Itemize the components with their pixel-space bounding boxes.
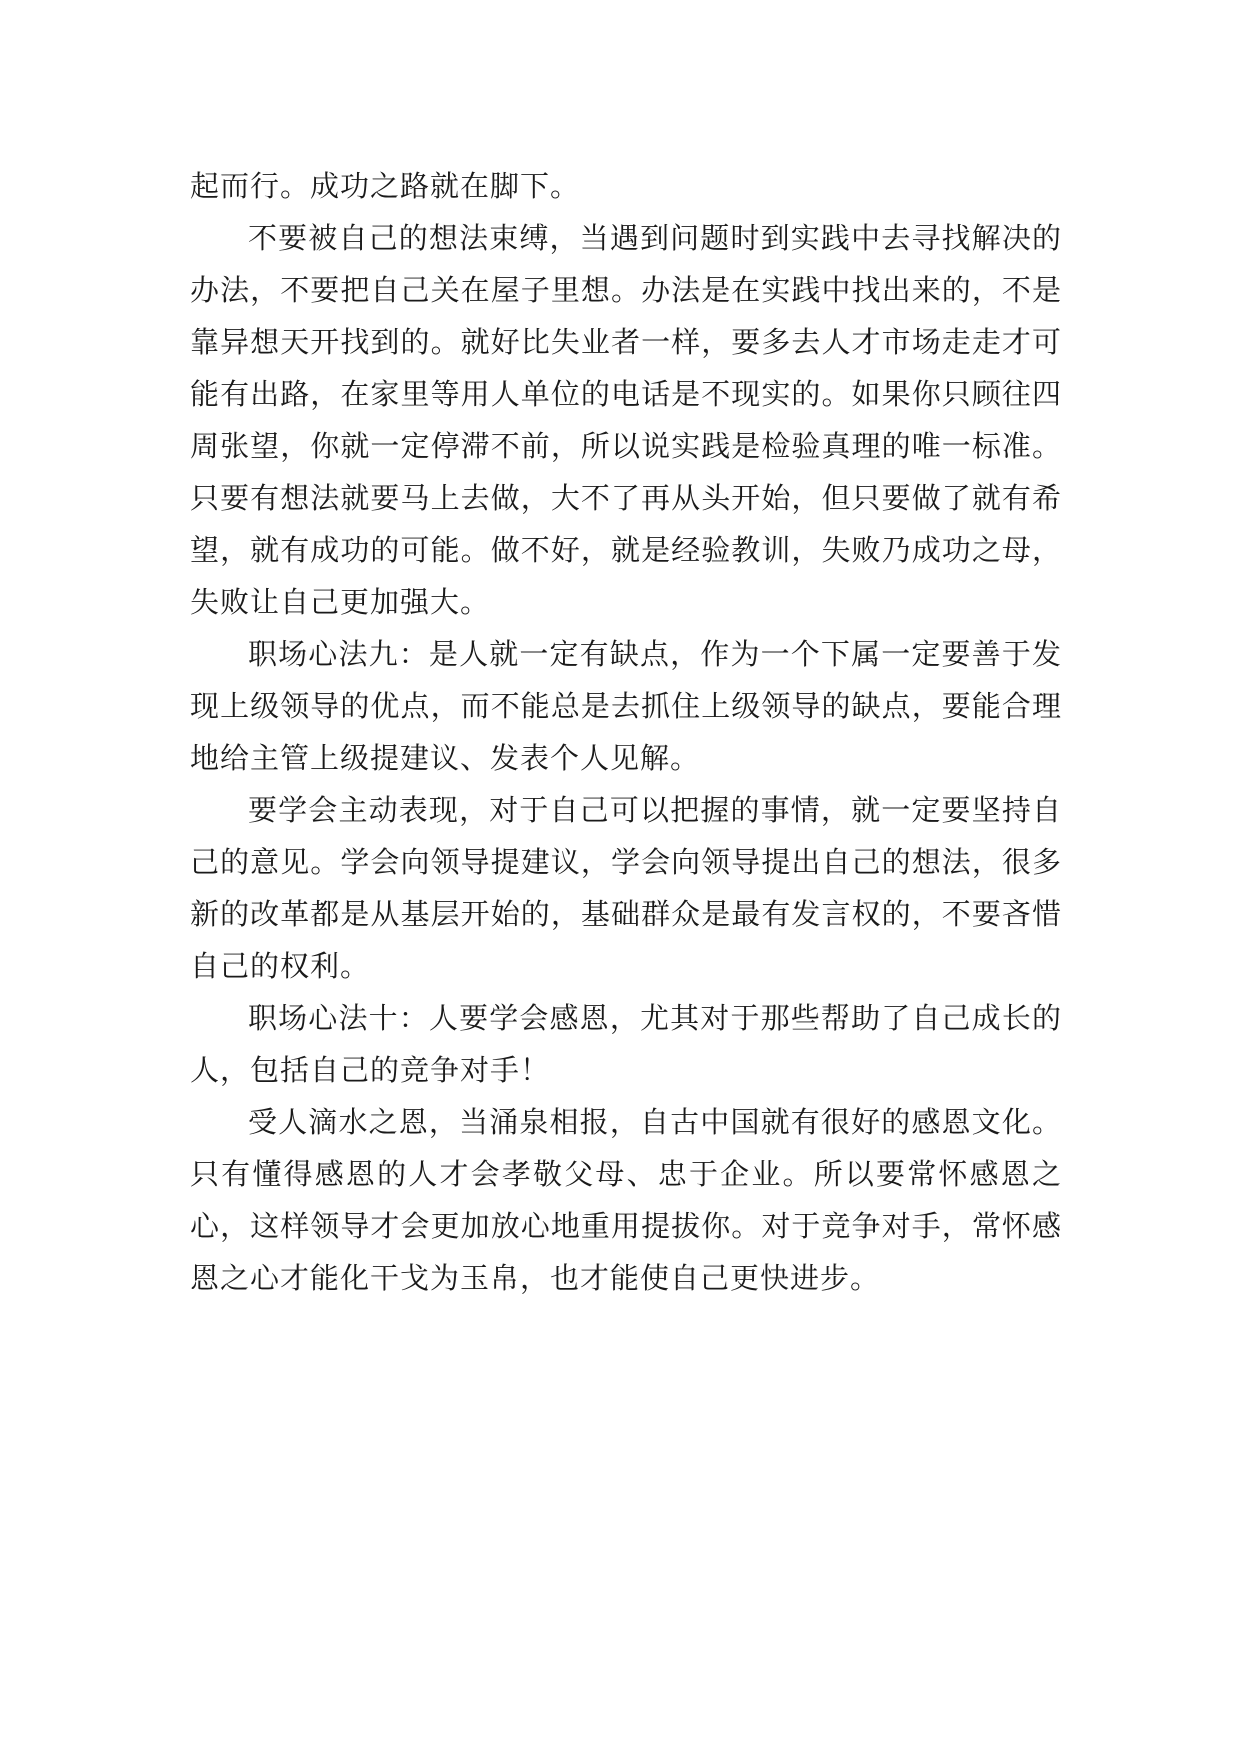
paragraph-principle-nine: 职场心法九：是人就一定有缺点，作为一个下属一定要善于发现上级领导的优点，而不能总是去抓住上级领导的缺点，要能合理地给主管上级提建议、发表个人见解。	[190, 637, 1062, 775]
paragraph-initiative: 要学会主动表现，对于自己可以把握的事情，就一定要坚持自己的意见。学会向领导提建议，学会向领导提出自己的想法，很多新的改革都是从基层开始的，基础群众是最有发言权的，不要吝惜自己的权利。	[190, 793, 1062, 983]
paragraph-gratitude: 受人滴水之恩，当涌泉相报，自古中国就有很好的感恩文化。只有懂得感恩的人才会孝敬父母、忠于企业。所以要常怀感恩之心，这样领导才会更加放心地重用提拔你。对于竞争对手，常怀感恩之心才能化干戈为玉帛，也才能使自己更快进步。	[190, 1105, 1062, 1295]
paragraph-continuation: 起而行。成功之路就在脚下。	[190, 169, 581, 203]
paragraph-practice: 不要被自己的想法束缚，当遇到问题时到实践中去寻找解决的办法，不要把自己关在屋子里想。办法是在实践中找出来的，不是靠异想天开找到的。就好比失业者一样，要多去人才市场走走才可能有出路，在家里等用人单位的电话是不现实的。如果你只顾往四周张望，你就一定停滞不前，所以说实践是检验真理的唯一标准。只要有想法就要马上去做，大不了再从头开始，但只要做了就有希望，就有成功的可能。做不好，就是经验教训，失败乃成功之母，失败让自己更加强大。	[190, 221, 1062, 619]
paragraph-principle-ten: 职场心法十：人要学会感恩，尤其对于那些帮助了自己成长的人，包括自己的竞争对手！	[190, 1001, 1062, 1087]
document-body	[190, 160, 1062, 1304]
